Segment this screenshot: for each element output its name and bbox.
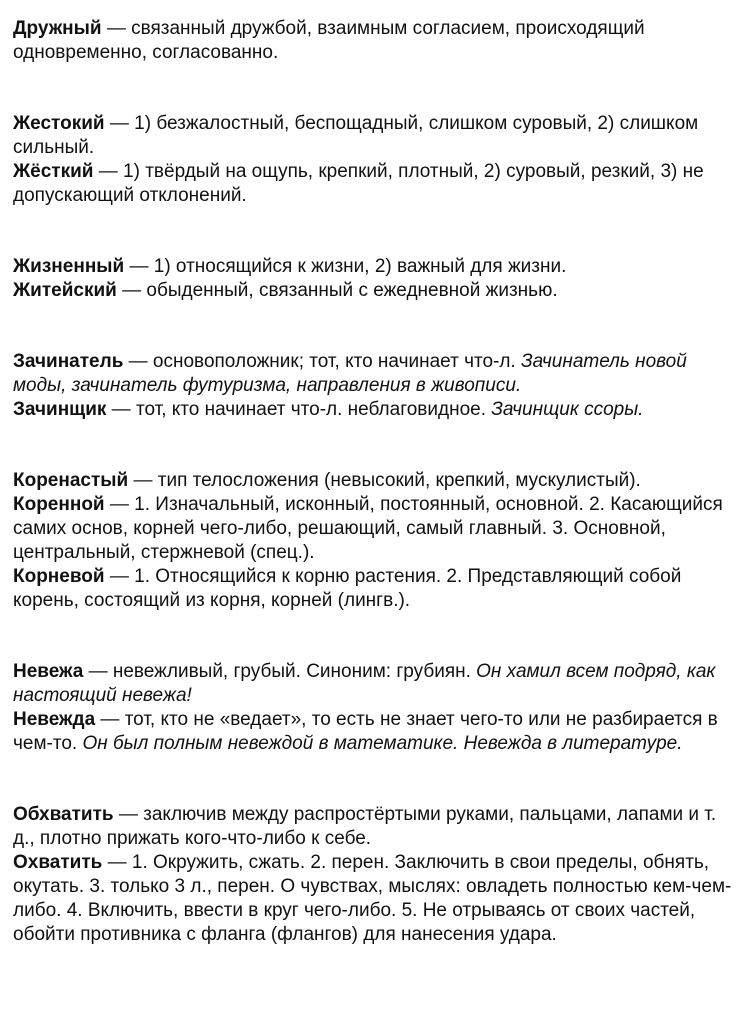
entry-term: Обхватить xyxy=(13,804,114,825)
entry-definition: — 1. Изначальный, исконный, постоянный, основной. 2. Касающийся самих основ, корней чего-либо, решающий, самый главный. 3. Основной, центральный, стержневой (спец.). xyxy=(13,494,723,563)
entry-definition: — связанный дружбой, взаимным согласием, происходящий одновременно, согласованно. xyxy=(13,18,645,63)
entry-term: Коренной xyxy=(13,494,105,515)
entry-term: Зачинатель xyxy=(13,351,124,372)
entry-term: Зачинщик xyxy=(13,399,107,420)
entry-term: Коренастый xyxy=(13,470,129,491)
dictionary-entry xyxy=(13,660,738,708)
dictionary-entry xyxy=(13,350,738,398)
entry-term: Невежда xyxy=(13,709,96,730)
dictionary-entry xyxy=(13,851,738,947)
entry-definition: — заключив между распростёртыми руками, пальцами, лапами и т. д., плотно прижать кого-что-либо к себе. xyxy=(13,804,717,849)
dictionary-entry xyxy=(13,255,738,279)
entry-group-druzhny xyxy=(13,17,738,65)
dictionary-entry xyxy=(13,565,738,613)
entry-group-obkhvatit xyxy=(13,803,738,947)
entry-example: Зачинатель новой моды, зачинатель футуризма, направления в живописи. xyxy=(13,351,687,396)
dictionary-entry xyxy=(13,17,738,65)
entry-term: Дружный xyxy=(13,18,102,39)
dictionary-entry xyxy=(13,160,738,208)
entry-term: Жизненный xyxy=(13,256,125,277)
dictionary-entry xyxy=(13,708,738,756)
entry-term: Невежа xyxy=(13,661,84,682)
entry-term: Житейский xyxy=(13,280,117,301)
entry-example: Зачинщик ссоры. xyxy=(491,399,644,420)
entry-definition: — обыденный, связанный с ежедневной жизнью. xyxy=(116,280,558,301)
dictionary-entry xyxy=(13,398,738,422)
dictionary-entry xyxy=(13,112,738,160)
entry-example: Он был полным невеждой в математике. Невежда в литературе. xyxy=(82,733,683,754)
dictionary-entry xyxy=(13,469,738,493)
entry-term: Корневой xyxy=(13,566,105,587)
dictionary-entry xyxy=(13,493,738,565)
entry-definition: — невежливый, грубый. Синоним: грубиян. xyxy=(83,661,477,682)
entry-term: Жёсткий xyxy=(13,161,94,182)
document-page xyxy=(13,17,738,947)
entry-definition: — 1. Относящийся к корню растения. 2. Представляющий собой корень, состоящий из корня, корней (лингв.). xyxy=(13,566,682,611)
entry-term: Жестокий xyxy=(13,113,105,134)
entry-definition: — тот, кто начинает что-л. неблаговидное. xyxy=(106,399,492,420)
entry-definition: — тип телосложения (невысокий, крепкий, мускулистый). xyxy=(128,470,641,491)
entry-definition: — основоположник; тот, кто начинает что-л. xyxy=(123,351,521,372)
dictionary-entry xyxy=(13,803,738,851)
entry-example: Он хамил всем подряд, как настоящий невежа! xyxy=(13,661,716,706)
entry-definition: — 1) твёрдый на ощупь, крепкий, плотный, 2) суровый, резкий, 3) не допускающий отклонений. xyxy=(13,161,704,206)
entry-definition: — 1) относящийся к жизни, 2) важный для жизни. xyxy=(124,256,567,277)
dictionary-entry xyxy=(13,279,738,303)
entry-term: Охватить xyxy=(13,852,103,873)
entry-group-korenasty xyxy=(13,469,738,613)
entry-definition: — тот, кто не «ведает», то есть не знает чего-то или не разбирается в чем-то. xyxy=(13,709,718,754)
entry-group-zhestoky xyxy=(13,112,738,208)
entry-definition: — 1. Окружить, сжать. 2. перен. Заключить в свои пределы, обнять, окутать. 3. только 3 л., перен. О чувствах, мыслях: овладеть полностью кем-чем-либо. 4. Включить, ввести в круг чего-либо. 5. Не отрываясь от своих частей, обойти противника с фланга (флангов) для нанесения удара. xyxy=(13,852,732,945)
entry-group-zachinatel xyxy=(13,350,738,422)
entry-group-nevezha xyxy=(13,660,738,756)
entry-definition: — 1) безжалостный, беспощадный, слишком суровый, 2) слишком сильный. xyxy=(13,113,699,158)
entry-group-zhiznenny xyxy=(13,255,738,303)
